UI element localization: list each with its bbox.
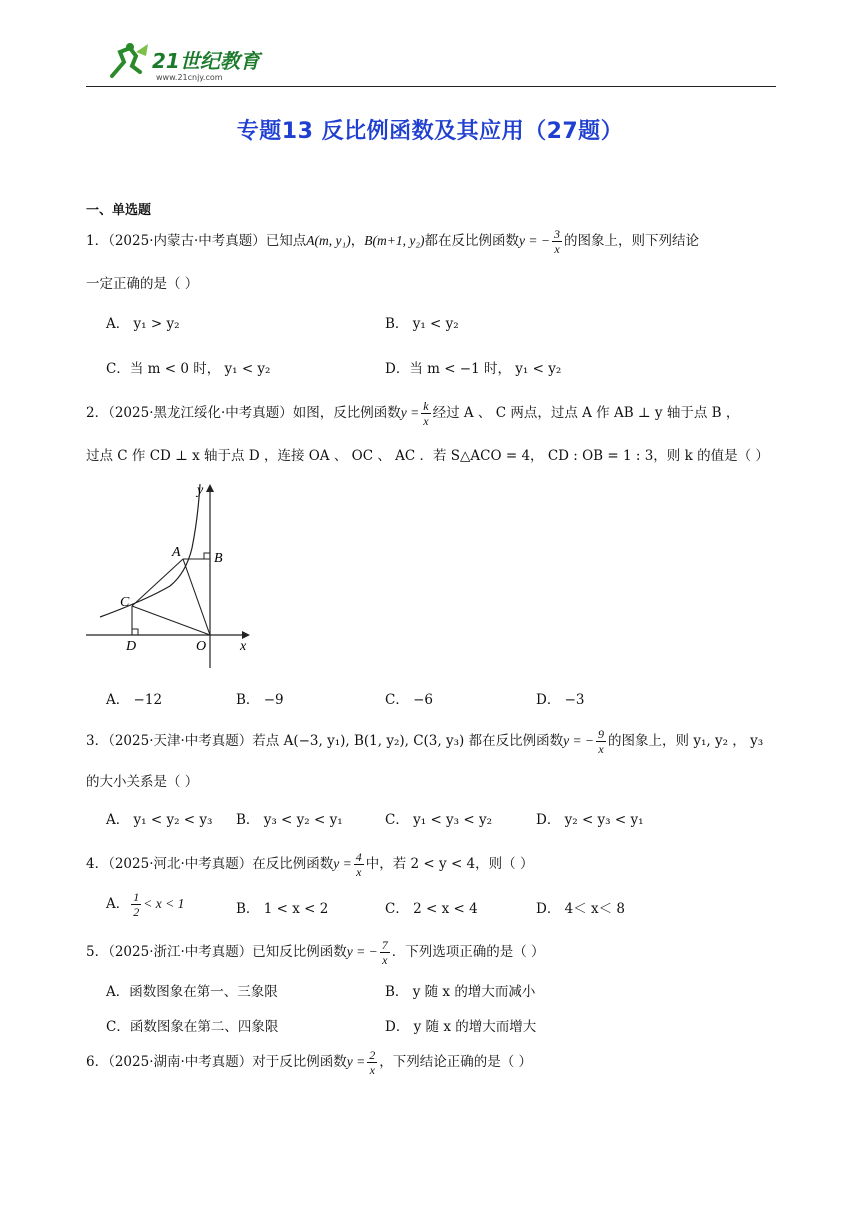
q1-line1: 1．（2025·内蒙古·中考真题）已知点A(m, y₁)，B(m+1, y₂)都在反比例函数y = − $\frac{3}{x}$ 的图象上，则下列结论 [86,227,699,256]
q1-line2: 一定正确的是（ ） [86,276,199,292]
q2-option-c[interactable]: C． −6 [385,692,434,708]
q4-option-d[interactable]: D． 4＜ x＜ 8 [536,901,625,917]
label-C: C [120,595,130,610]
page-header [86,38,776,87]
q3-option-c[interactable]: C． y₁ < y₃ < y₂ [385,812,493,828]
label-O: O [196,639,207,654]
q1-option-c[interactable]: C．当 m < 0 时， y₁ < y₂ [106,361,271,377]
q5-line1: 5．（2025·浙江·中考真题）已知反比例函数y = − $\frac{7}{x}$ ．下列选项正确的是（ ） [86,938,545,967]
q1-fraction: $\frac{3}{x}$ [553,227,560,256]
q3-option-d[interactable]: D． y₂ < y₃ < y₁ [536,812,644,828]
svg-text:www.21cnjy.com: www.21cnjy.com [156,73,223,82]
q2-line2: 过点 C 作 CD ⊥ x 轴于点 D ，连接 OA 、 OC 、 AC ．若 S△ACO = 4， CD : OB = 1 : 3，则 k 的值是（ ） [86,448,769,464]
q3-option-a[interactable]: A． y₁ < y₂ < y₃ [106,812,213,828]
q5-option-b[interactable]: B． y 随 x 的增大而减小 [385,984,536,1000]
q6-line1: 6．（2025·湖南·中考真题）对于反比例函数y = $\frac{2}{x}$ ，下列结论正确的是（ ） [86,1048,533,1077]
hyperbola-curve [100,484,200,617]
q2-option-d[interactable]: D． −3 [536,692,585,708]
q2-line1: 2．（2025·黑龙江绥化·中考真题）如图，反比例函数y = $\frac{k}{x}$ 经过 A 、 C 两点，过点 A 作 AB ⊥ y 轴于点 B ， [86,399,740,428]
q6-fraction: $\frac{2}{x}$ [369,1048,376,1077]
label-A: A [172,545,181,560]
q1-option-a[interactable]: A． y₁ > y₂ [106,316,180,332]
page-title: 专题13 反比例函数及其应用（27题） [236,119,624,144]
label-x: x [240,639,247,654]
q4-fraction: $\frac{4}{x}$ [355,850,362,879]
q3-line1: 3．（2025·天津·中考真题）若点 A(−3, y₁), B(1, y₂), C(3, y₃) 都在反比例函数y = − $\frac{9}{x}$ 的图象上，则 y₁, y₂ ， y₃ [86,727,764,756]
q1-option-b[interactable]: B． y₁ < y₂ [385,316,459,332]
q2-graph [86,478,256,668]
q4-option-a[interactable]: A． $\frac{1}{2}$ < x < 1 [106,890,185,919]
logo-21cnjy [106,42,296,82]
label-D: D [126,639,137,654]
q4-option-c[interactable]: C． 2 < x < 4 [385,901,478,917]
q5-option-d[interactable]: D． y 随 x 的增大而增大 [385,1019,537,1035]
y-axis-arrow [206,484,214,492]
segment-AC [132,559,183,606]
q2-option-a[interactable]: A． −12 [106,692,163,708]
q5-fraction: $\frac{7}{x}$ [381,938,388,967]
q4-option-b[interactable]: B． 1 < x < 2 [236,901,329,917]
right-angle-B [204,553,210,559]
q5-option-c[interactable]: C．函数图象在第二、四象限 [106,1019,279,1035]
svg-text:21世纪教育: 21世纪教育 [152,49,260,73]
label-y: y [197,483,204,498]
q4-line1: 4．（2025·河北·中考真题）在反比例函数y = $\frac{4}{x}$ 中，若 2 < y < 4，则（ ） [86,850,534,879]
right-angle-D [132,629,138,635]
q2-option-b[interactable]: B． −9 [236,692,284,708]
q5-option-a[interactable]: A．函数图象在第一、三象限 [106,984,278,1000]
section-heading: 一、单选题 [86,203,152,218]
segment-OA [183,559,210,635]
x-axis-arrow [242,631,250,639]
label-B: B [214,551,223,566]
q3-fraction: $\frac{9}{x}$ [598,727,605,756]
q1-option-d[interactable]: D．当 m < −1 时， y₁ < y₂ [385,361,562,377]
q3-option-b[interactable]: B． y₃ < y₂ < y₁ [236,812,343,828]
q3-line2: 的大小关系是（ ） [86,774,199,790]
segment-OC [132,606,210,635]
q2-fraction: $\frac{k}{x}$ [423,399,429,428]
